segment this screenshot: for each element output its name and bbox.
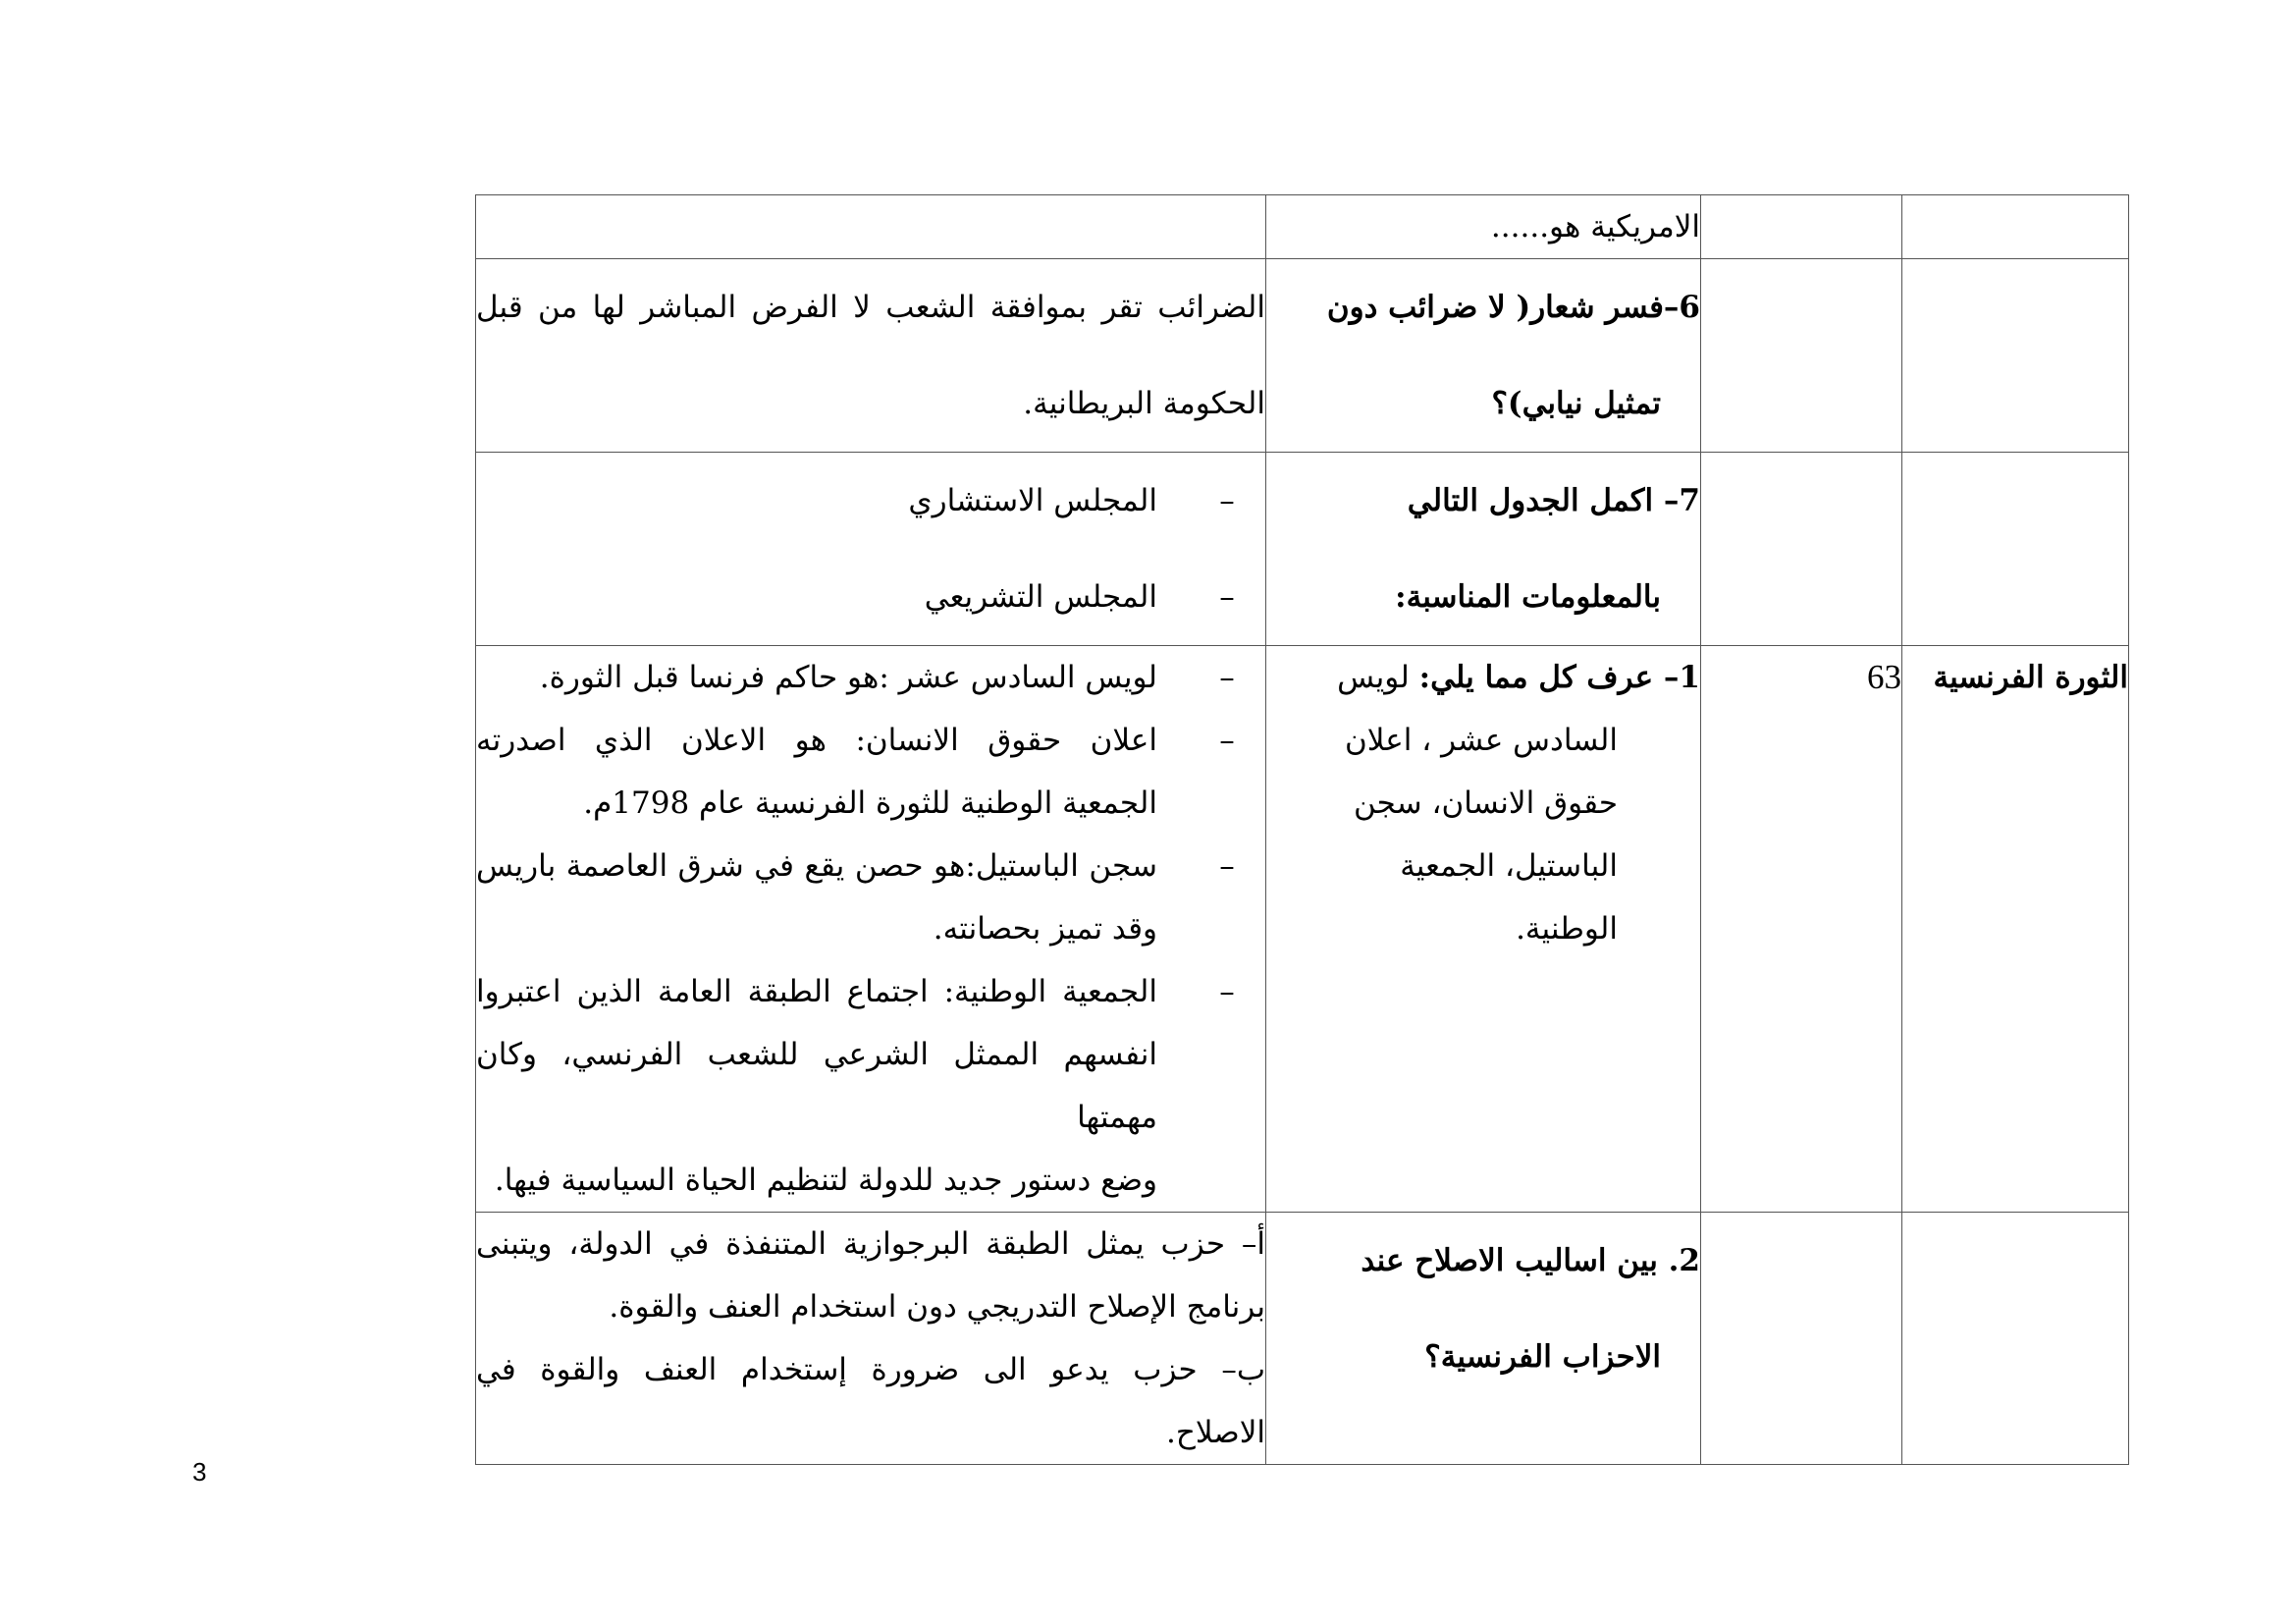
question-line: الاحزاب الفرنسية؟ <box>1424 1339 1661 1375</box>
page-cell <box>1701 1213 1902 1465</box>
answer-bullet <box>476 709 1265 835</box>
answer-cell <box>476 259 1266 453</box>
unit-cell <box>1902 453 2129 646</box>
answer-line: الجمعية الوطنية للثورة الفرنسية عام 1798م. <box>583 785 1157 821</box>
answer-line: أ– حزب يمثل الطبقة البرجوازية المتنفذة في الدولة، ويتبنى <box>476 1226 1265 1262</box>
page-cell <box>1701 453 1902 646</box>
unit-cell <box>1902 195 2129 259</box>
answer-line: سجن الباستيل:هو حصن يقع في شرق العاصمة باريس <box>476 848 1157 884</box>
answer-line: الجمعية الوطنية: اجتماع الطبقة العامة الذين اعتبروا <box>476 974 1157 1009</box>
answer-cell <box>476 195 1266 259</box>
page-cell <box>1701 195 1902 259</box>
answer-line: انفسهم الممثل الشرعي للشعب الفرنسي، وكان مهمتها <box>476 1037 1157 1135</box>
question-line: 6–فسر شعار( لا ضرائب دون <box>1326 290 1700 325</box>
answer-bullet <box>476 960 1265 1212</box>
dash-marker: – <box>1219 660 1235 695</box>
answer-line: الضرائب تقر بموافقة الشعب لا الفرض المباشر لها من قبل <box>476 290 1265 325</box>
question-heading: 1– عرف كل مما يلي: <box>1418 660 1700 695</box>
table-row <box>476 259 2129 453</box>
answer-cell <box>476 646 1266 1213</box>
question-line <box>1266 646 1700 709</box>
answer-line: المجلس التشريعي <box>924 579 1157 615</box>
unit-cell: الثورة الفرنسية <box>1902 646 2129 1213</box>
answer-line: الحكومة البريطانية. <box>1023 386 1265 421</box>
page-number: 3 <box>192 1457 207 1487</box>
page-cell <box>1701 259 1902 453</box>
answer-line: لويس السادس عشر :هو حاكم فرنسا قبل الثورة. <box>539 660 1157 695</box>
answer-line: اعلان حقوق الانسان: هو الاعلان الذي اصدرته <box>476 723 1157 758</box>
dash-marker: – <box>1219 723 1235 758</box>
question-line: 2. بين اساليب الاصلاح عند <box>1361 1243 1700 1278</box>
answer-line: الاصلاح. <box>1166 1415 1265 1450</box>
question-line: 7– اكمل الجدول التالي <box>1407 483 1700 518</box>
dash-marker: – <box>1219 579 1235 615</box>
page-cell <box>1701 646 1902 1213</box>
unit-cell <box>1902 259 2129 453</box>
question-cell <box>1266 453 1701 646</box>
answer-cell <box>476 1213 1266 1465</box>
answer-bullet <box>476 453 1265 549</box>
unit-cell <box>1902 1213 2129 1465</box>
question-line: بالمعلومات المناسبة: <box>1395 579 1661 615</box>
answer-bullet <box>476 646 1265 709</box>
question-cell <box>1266 1213 1701 1465</box>
table-row <box>476 1213 2129 1465</box>
question-line: حقوق الانسان، سجن <box>1354 785 1618 821</box>
answer-line: وقد تميز بحصانته. <box>933 911 1157 947</box>
content-table-wrapper <box>475 194 2128 1465</box>
question-line: السادس عشر ، اعلان <box>1344 723 1618 758</box>
question-cell <box>1266 259 1701 453</box>
answer-bullet <box>476 835 1265 960</box>
question-line: تمثيل نيابي)؟ <box>1491 386 1661 421</box>
lesson-table <box>475 194 2129 1465</box>
answer-line: ب– حزب يدعو الى ضرورة إستخدام العنف والقوة في <box>476 1352 1265 1387</box>
question-cell <box>1266 195 1701 259</box>
question-line: الامريكية هو...... <box>1490 209 1700 244</box>
answer-line: المجلس الاستشاري <box>908 483 1157 518</box>
question-line: الباستيل، الجمعية <box>1400 848 1618 884</box>
question-cell <box>1266 646 1701 1213</box>
answer-cell <box>476 453 1266 646</box>
table-row <box>476 195 2129 259</box>
answer-line: برنامج الإصلاح التدريجي دون استخدام العنف والقوة. <box>609 1289 1265 1325</box>
dash-marker: – <box>1219 848 1235 884</box>
page-reference: 63 <box>1867 658 1901 696</box>
question-text: لويس <box>1337 660 1419 695</box>
table-row <box>476 646 2129 1213</box>
table-row <box>476 453 2129 646</box>
dash-marker: – <box>1219 483 1235 518</box>
answer-line: وضع دستور جديد للدولة لتنظيم الحياة السياسية فيها. <box>494 1163 1157 1198</box>
question-line: الوطنية. <box>1516 911 1618 947</box>
answer-bullet <box>476 549 1265 645</box>
dash-marker: – <box>1219 974 1235 1009</box>
